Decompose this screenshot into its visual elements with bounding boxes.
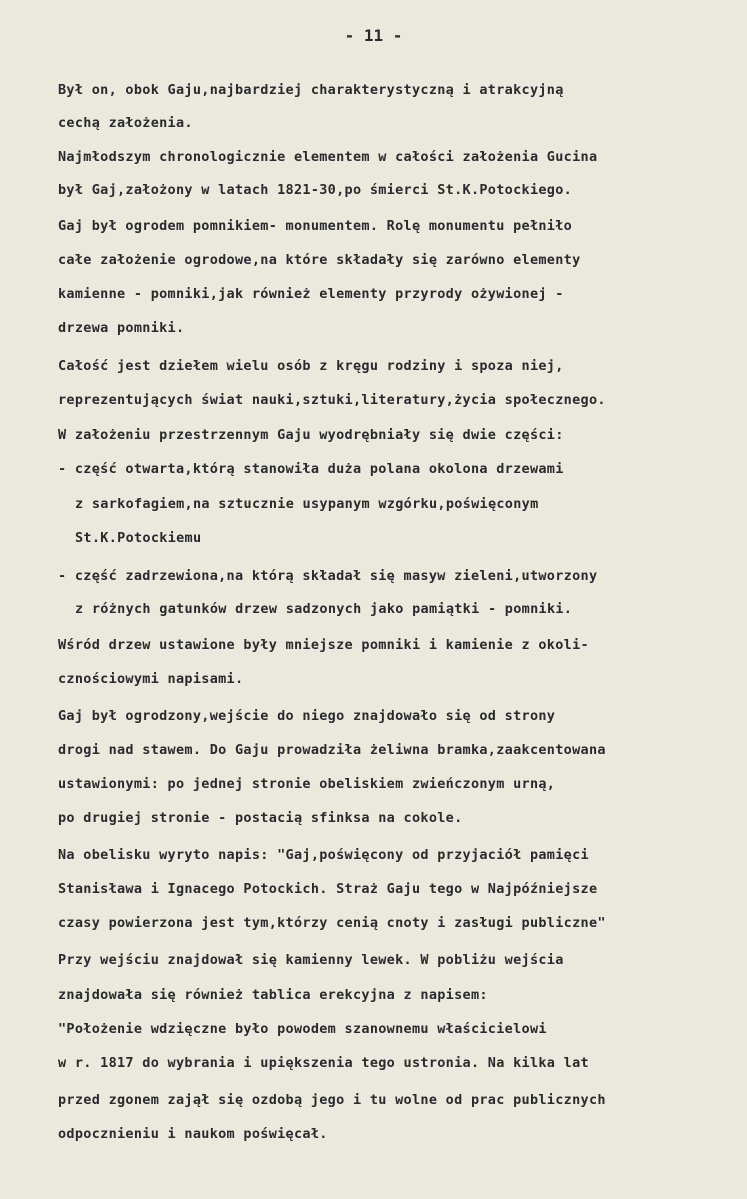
text-line: "Położenie wdzięczne było powodem szanownemu właścicielowi [58,1021,547,1037]
text-line: drzewa pomniki. [58,320,185,336]
text-line: Na obelisku wyryto napis: "Gaj,poświęcony od przyjaciół pamięci [58,847,589,863]
text-line: z sarkofagiem,na sztucznie usypanym wzgórku,poświęconym [75,496,539,512]
text-line: znajdowała się również tablica erekcyjna z napisem: [58,987,488,1003]
text-line: Gaj był ogrodzony,wejście do niego znajdowało się od strony [58,708,556,724]
text-line: Całość jest dziełem wielu osób z kręgu rodziny i spoza niej, [58,358,564,374]
text-line: czasy powierzona jest tym,którzy cenią cnoty i zasługi publiczne" [58,915,606,931]
text-line: - część zadrzewiona,na którą składał się masyw zieleni,utworzony [58,568,598,584]
text-line: ustawionymi: po jednej stronie obeliskiem zwieńczonym urną, [58,776,556,792]
text-line: w r. 1817 do wybrania i upiększenia tego ustronia. Na kilka lat [58,1055,589,1071]
text-line: z różnych gatunków drzew sadzonych jako pamiątki - pomniki. [75,601,573,617]
text-line: był Gaj,założony w latach 1821-30,po śmierci St.K.Potockiego. [58,182,573,198]
text-line: - część otwarta,którą stanowiła duża polana okolona drzewami [58,461,564,477]
text-line: drogi nad stawem. Do Gaju prowadziła żeliwna bramka,zaakcentowana [58,742,606,758]
text-line: Przy wejściu znajdował się kamienny lewek. W pobliżu wejścia [58,952,564,968]
text-line: reprezentujących świat nauki,sztuki,literatury,życia społecznego. [58,392,606,408]
text-line: całe założenie ogrodowe,na które składały się zarówno elementy [58,252,581,268]
text-line: po drugiej stronie - postacią sfinksa na cokole. [58,810,463,826]
page-number: - 11 - [344,26,403,45]
text-line: Był on, obok Gaju,najbardziej charakterystyczną i atrakcyjną [58,82,564,98]
text-line: W założeniu przestrzennym Gaju wyodrębniały się dwie części: [58,427,564,443]
text-line: cznościowymi napisami. [58,671,244,687]
text-line: Stanisława i Ignacego Potockich. Straż Gaju tego w Najpóźniejsze [58,881,598,897]
text-line: St.K.Potockiemu [75,530,202,546]
text-line: Najmłodszym chronologicznie elementem w całości założenia Gucina [58,149,598,165]
text-line: kamienne - pomniki,jak również elementy przyrody ożywionej - [58,286,564,302]
text-line: cechą założenia. [58,115,193,131]
text-line: przed zgonem zajął się ozdobą jego i tu wolne od prac publicznych [58,1092,606,1108]
text-line: Gaj był ogrodem pomnikiem- monumentem. Rolę monumentu pełniło [58,218,573,234]
text-line: odpocznieniu i naukom poświęcał. [58,1126,328,1142]
text-line: Wśród drzew ustawione były mniejsze pomniki i kamienie z okoli- [58,637,589,653]
